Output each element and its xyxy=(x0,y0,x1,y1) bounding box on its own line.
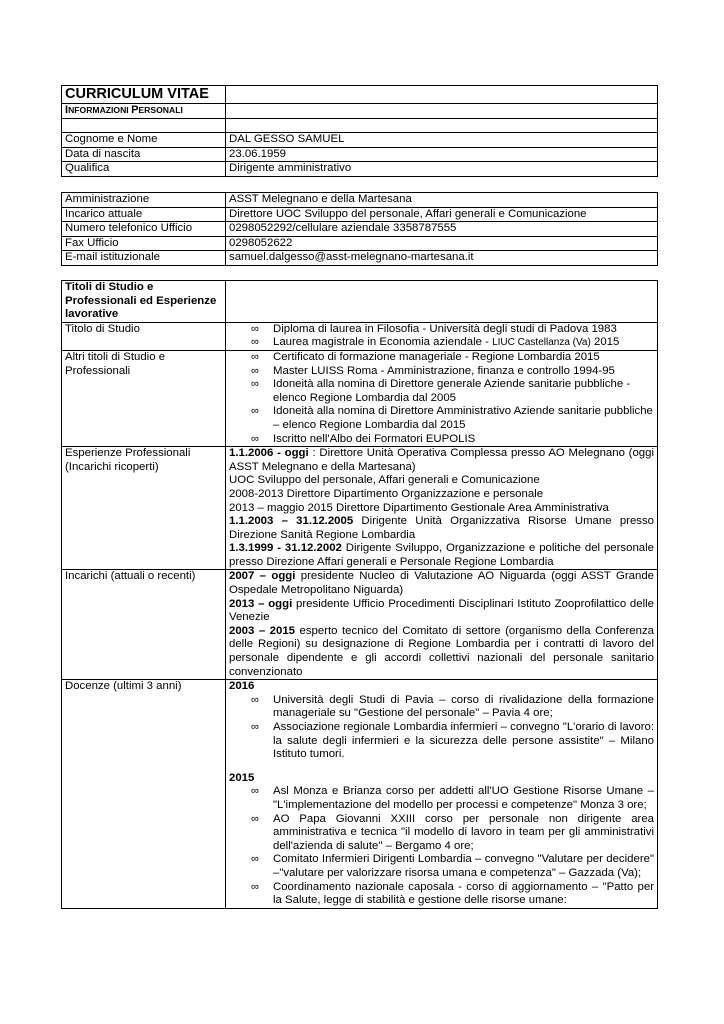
label: Esperienze Professionali (Incarichi ricoperti) xyxy=(62,447,226,570)
label: Qualifica xyxy=(62,162,226,177)
document-title: CURRICULUM VITAE xyxy=(62,86,226,104)
row-email xyxy=(62,251,658,266)
infinity-bullet-icon: ∞ xyxy=(251,721,259,733)
infinity-bullet-icon: ∞ xyxy=(251,322,259,335)
list-item: ∞ Certificato di formazione manageriale - Regione Lombardia 2015 xyxy=(251,350,600,363)
label: E-mail istituzionale xyxy=(62,251,226,266)
value: DAL GESSO SAMUEL xyxy=(226,133,658,148)
list-item: ∞ Diploma di laurea in Filosofia - Università degli studi di Padova 1983 xyxy=(251,322,617,335)
row-birthdate xyxy=(62,147,658,162)
year-heading: 2015 xyxy=(229,771,255,784)
paragraph: 1.1.2003 – 31.12.2005 Dirigente Unità Organizzativa Risorse Umane presso Direzione Sanità Regione Lombardia xyxy=(229,515,655,541)
infinity-bullet-icon: ∞ xyxy=(251,364,259,377)
row-qualifica xyxy=(62,162,658,177)
label: Cognome e Nome xyxy=(62,133,226,148)
row-incarico xyxy=(62,207,658,222)
section-title-personal: INFORMAZIONI PERSONALI xyxy=(62,104,226,119)
paragraph: 2013 – maggio 2015 Direttore Dipartimento Gestionale Area Amministrativa xyxy=(229,501,609,514)
label: Altri titoli di Studio e Professionali xyxy=(62,350,226,446)
label: Data di nascita xyxy=(62,147,226,162)
value: 0298052622 xyxy=(226,236,658,251)
row-fax xyxy=(62,236,658,251)
label: Amministrazione xyxy=(62,193,226,208)
infinity-bullet-icon: ∞ xyxy=(251,853,259,866)
list-item: ∞ Asl Monza e Brianza corso per addetti all'UO Gestione Risorse Umane – "L'implementazione del modello per processi e competenze" Monza 3 ore; xyxy=(251,785,654,811)
list-item: ∞ Idoneità alla nomina di Direttore generale Aziende sanitarie pubbliche - elenco Regione Lombardia dal 2005 xyxy=(251,378,631,404)
label: Docenze (ultimi 3 anni) xyxy=(62,680,226,909)
infinity-bullet-icon: ∞ xyxy=(251,812,259,825)
paragraph: 1.3.1999 - 31.12.2002 Dirigente Sviluppo, Organizzazione e politiche del personale presso Direzione Affari generali e Personale Regione Lombardia xyxy=(229,542,654,568)
section-title-studies: Titoli di Studio e Professionali ed Esperienze lavorative xyxy=(62,281,226,323)
list-item: ∞ Laurea magistrale in Economia aziendale - LIUC Castellanza (Va) 2015 xyxy=(251,336,620,349)
label: Titolo di Studio xyxy=(62,322,226,350)
value: 0298052292/cellulare aziendale 3358787555 xyxy=(226,222,658,237)
list-item: ∞ AO Papa Giovanni XXIII corso per personale non dirigente area amministrativa e tecnica "il modello di lavoro in team per gli amministrativi dell'azienda di salute" – Bergamo 4 ore; xyxy=(251,812,654,852)
list-item: ∞ Master LUISS Roma - Amministrazione, finanza e controllo 1994-95 xyxy=(251,364,615,377)
label: Fax Ufficio xyxy=(62,236,226,251)
value: 23.06.1959 xyxy=(226,147,658,162)
personal-info-table xyxy=(61,85,658,177)
infinity-bullet-icon: ∞ xyxy=(251,785,259,798)
row-titolo-studio xyxy=(62,322,658,350)
list-item: ∞ Iscritto nell'Albo dei Formatori EUPOLIS xyxy=(251,432,476,445)
list-item: ∞ Coordinamento nazionale caposala - corso di aggiornamento – "Patto per la Salute, legge di stabilità e gestione delle risorse umane: xyxy=(251,880,654,907)
label: Incarichi (attuali o recenti) xyxy=(62,570,226,680)
row-docenze xyxy=(62,680,658,909)
office-info-table xyxy=(61,192,658,266)
paragraph: 2013 – oggi presidente Ufficio Procedimenti Disciplinari Istituto Zooprofilattico delle Venezie xyxy=(229,597,654,624)
paragraph: 1.1.2006 - oggi : Direttore Unità Operativa Complessa presso AO Melegnano (oggi ASST Melegnano e della Martesana) xyxy=(229,447,655,473)
paragraph: 2008-2013 Direttore Dipartimento Organizzazione e personale xyxy=(229,487,544,500)
list-item: ∞ Idoneità alla nomina di Direttore Amministrativo Aziende sanitarie pubbliche – elenco Regione Lombardia dal 2015 xyxy=(251,405,653,431)
infinity-bullet-icon: ∞ xyxy=(251,378,259,391)
paragraph: UOC Sviluppo del personale, Affari generali e Comunicazione xyxy=(229,474,540,487)
row-altri-titoli xyxy=(62,350,658,446)
label: Incarico attuale xyxy=(62,207,226,222)
row-esperienze xyxy=(62,447,658,570)
list-item: ∞ Associazione regionale Lombardia infermieri – convegno "L'orario di lavoro: la salute degli infermieri e la sicurezza delle persone assistite" – Milano Istituto tumori. xyxy=(251,721,654,761)
studies-experience-table xyxy=(61,280,658,909)
infinity-bullet-icon: ∞ xyxy=(251,336,259,349)
infinity-bullet-icon: ∞ xyxy=(251,880,259,893)
infinity-bullet-icon: ∞ xyxy=(251,432,259,445)
row-incarichi xyxy=(62,570,658,680)
paragraph: 2007 – oggi presidente Nucleo di Valutazione AO Niguarda (oggi ASST Grande Ospedale Metropolitano Niguarda) xyxy=(229,570,654,597)
infinity-bullet-icon: ∞ xyxy=(251,350,259,363)
paragraph: 2003 – 2015 esperto tecnico del Comitato di settore (organismo della Conferenza delle Regioni) su designazione di Regione Lombardia per i contratti di lavoro del personale dipendente e gli accordi collettivi nazionali del personale sanitario convenzionato xyxy=(229,624,654,678)
value: samuel.dalgesso@asst-melegnano-martesana.it xyxy=(226,251,658,266)
value: Dirigente amministrativo xyxy=(226,162,658,177)
infinity-bullet-icon: ∞ xyxy=(251,693,259,706)
value: Direttore UOC Sviluppo del personale, Affari generali e Comunicazione xyxy=(226,207,658,222)
row-name xyxy=(62,133,658,148)
label: Numero telefonico Ufficio xyxy=(62,222,226,237)
list-item: ∞ Università degli Studi di Pavia – corso di rivalidazione della formazione manageriale su "Gestione del personale" – Pavia 4 ore; xyxy=(251,693,654,720)
year-heading: 2016 xyxy=(229,680,255,693)
row-telefono xyxy=(62,222,658,237)
value: ASST Melegnano e della Martesana xyxy=(226,193,658,208)
list-item: ∞ Comitato Infermieri Dirigenti Lombardia – convegno "Valutare per decidere" –"valutare per valorizzare risorsa umana e competenza" – Gazzada (Va); xyxy=(251,853,654,879)
row-amministrazione xyxy=(62,193,658,208)
infinity-bullet-icon: ∞ xyxy=(251,405,259,418)
